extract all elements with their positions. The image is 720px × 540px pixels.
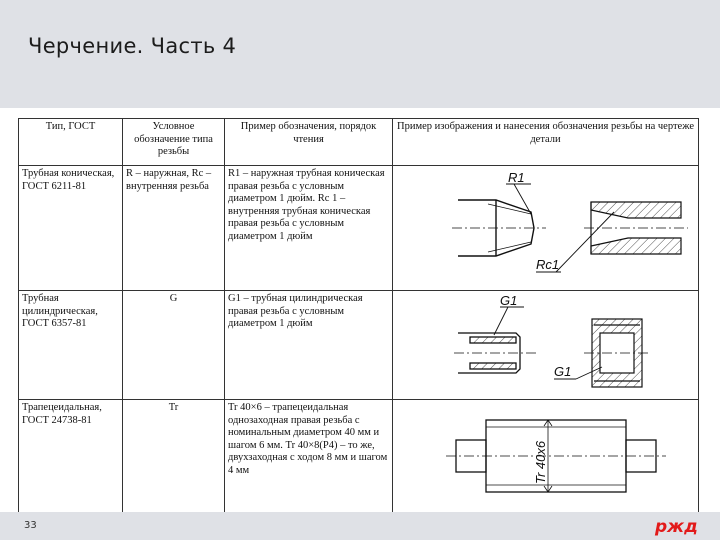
thread-label: Tr 40х6 [533,440,548,484]
thread-label: G1 [554,364,572,379]
cell-drawing [393,400,699,513]
page-number: 33 [24,520,37,531]
internal-conical-socket [584,202,688,254]
header-type: Тип, ГОСТ [19,119,123,166]
table-row [19,400,699,513]
cell-type: Трапецеидальная, ГОСТ 24738-81 [19,400,123,513]
cell-example: Tr 40×6 – трапецеидальная однозаходная правая резьба с номинальным диаметром 40 мм и шагом 6 мм. Tr 40×8(P4) – то же, двухзаходная с ходом 8 мм и шагом 4 мм [225,400,393,513]
internal-cylindrical-socket [584,319,650,387]
cell-drawing [393,166,699,291]
table-header-row [19,119,699,166]
table-row [19,291,699,400]
conical-thread-drawing [396,168,699,288]
header-drawing: Пример изображения и нанесения обозначения резьбы на чертеже детали [393,119,699,166]
cell-example: G1 – трубная цилиндрическая правая резьба с условным диаметром 1 дюйм [225,291,393,400]
cell-drawing [393,291,699,400]
table-row [19,166,699,291]
thread-label: Rc1 [536,257,560,272]
cell-type: Трубная цилиндрическая, ГОСТ 6357-81 [19,291,123,400]
header-symbol: Условное обозначение типа резьбы [123,119,225,166]
cell-symbol: G [123,291,225,400]
rzd-logo [654,515,700,537]
header-example: Пример обозначения, порядок чтения [225,119,393,166]
external-conical-pipe [452,200,546,256]
thread-standards-table [18,118,699,513]
external-cylindrical-pipe [454,333,536,373]
cell-symbol: R – наружная, Rc – внутренняя резьба [123,166,225,291]
slide-footer [0,512,720,540]
cell-symbol: Tr [123,400,225,513]
thread-label: R1 [508,170,525,185]
leader-line [556,212,614,272]
slide-title: Черчение. Часть 4 [28,34,237,58]
cell-example: R1 – наружная трубная коническая правая резьба с условным диаметром 1 дюйм. Rc 1 – внутренняя трубная коническая правая резьба с условным диаметром 1 дюйм [225,166,393,291]
logo-text: ржд [655,517,698,537]
cylindrical-thread-drawing [396,293,699,397]
trapezoidal-shaft [446,420,666,492]
trapezoidal-thread-drawing [396,402,699,510]
cell-type: Трубная коническая, ГОСТ 6211-81 [19,166,123,291]
thread-label: G1 [500,293,518,308]
leader-line [494,307,508,335]
slide-header [0,0,720,108]
